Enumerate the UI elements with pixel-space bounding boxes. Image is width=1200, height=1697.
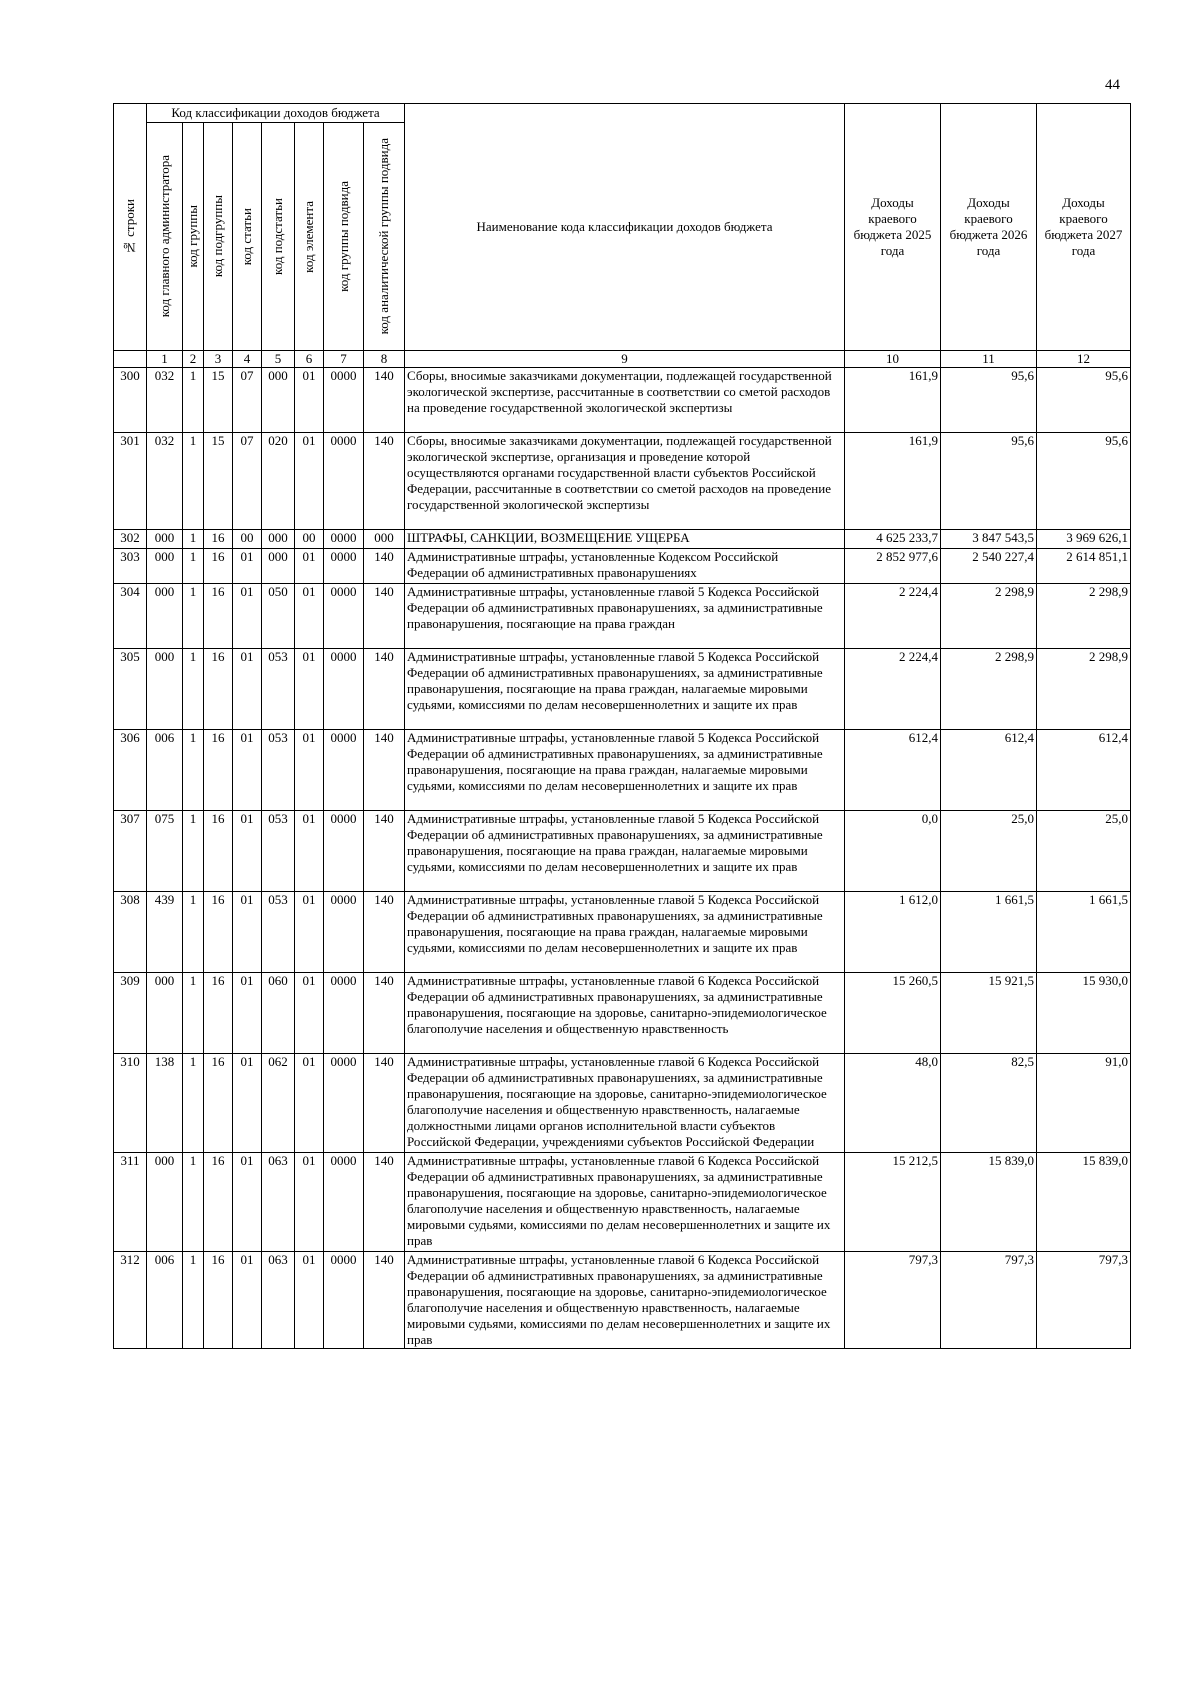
subgroup-code-cell: 15 bbox=[204, 433, 233, 530]
income-2025-cell: 15 212,5 bbox=[845, 1153, 941, 1252]
group-code-cell: 1 bbox=[183, 530, 204, 549]
admin-code-cell: 000 bbox=[147, 549, 183, 584]
analytic-code-cell: 140 bbox=[364, 892, 405, 973]
group-code-cell: 1 bbox=[183, 584, 204, 649]
group-code-cell: 1 bbox=[183, 811, 204, 892]
element-code-cell: 01 bbox=[295, 649, 324, 730]
income-2025-cell: 0,0 bbox=[845, 811, 941, 892]
subgroup-code-cell: 16 bbox=[204, 1252, 233, 1349]
table-row bbox=[114, 892, 1131, 973]
column-number: 12 bbox=[1037, 351, 1131, 368]
header-income-2025: Доходы краевого бюджета 2025 года bbox=[845, 104, 941, 351]
group-code-cell: 1 bbox=[183, 973, 204, 1054]
table-row bbox=[114, 730, 1131, 811]
income-2026-cell: 2 298,9 bbox=[941, 649, 1037, 730]
description-cell: Административные штрафы, установленные главой 5 Кодекса Российской Федерации об административных правонарушениях, за административные правонарушения, посягающие на права граждан, налагаемые мировыми судьями, комиссиями по делам несовершеннолетних и защите их прав bbox=[405, 811, 845, 892]
subarticle-code-cell: 000 bbox=[262, 368, 295, 433]
description-cell: Сборы, вносимые заказчиками документации, подлежащей государственной экологической экспертизе, рассчитанные в соответствии со сметой расходов на проведение государственной экологической экспертизы bbox=[405, 368, 845, 433]
income-2026-cell: 3 847 543,5 bbox=[941, 530, 1037, 549]
subgroup-code-cell: 16 bbox=[204, 730, 233, 811]
subgroup-code-cell: 16 bbox=[204, 1153, 233, 1252]
row-number-cell: 312 bbox=[114, 1252, 147, 1349]
column-number: 9 bbox=[405, 351, 845, 368]
article-code-cell: 01 bbox=[233, 811, 262, 892]
row-number-cell: 306 bbox=[114, 730, 147, 811]
subarticle-code-cell: 063 bbox=[262, 1153, 295, 1252]
page-number: 44 bbox=[1105, 77, 1120, 93]
row-number-cell: 307 bbox=[114, 811, 147, 892]
income-2026-cell: 612,4 bbox=[941, 730, 1037, 811]
income-2027-cell: 95,6 bbox=[1037, 368, 1131, 433]
income-2026-cell: 1 661,5 bbox=[941, 892, 1037, 973]
admin-code-cell: 000 bbox=[147, 973, 183, 1054]
income-2025-cell: 161,9 bbox=[845, 433, 941, 530]
admin-code-cell: 075 bbox=[147, 811, 183, 892]
table-row bbox=[114, 433, 1131, 530]
subtype-group-code-cell: 0000 bbox=[324, 1252, 364, 1349]
element-code-cell: 01 bbox=[295, 1252, 324, 1349]
admin-code-cell: 000 bbox=[147, 649, 183, 730]
subtype-group-code-cell: 0000 bbox=[324, 730, 364, 811]
element-code-cell: 01 bbox=[295, 811, 324, 892]
header-admin-code: код главного администратора bbox=[147, 123, 183, 351]
admin-code-cell: 006 bbox=[147, 1252, 183, 1349]
row-number-cell: 304 bbox=[114, 584, 147, 649]
income-2026-cell: 95,6 bbox=[941, 368, 1037, 433]
income-2026-cell: 95,6 bbox=[941, 433, 1037, 530]
table-row bbox=[114, 1054, 1131, 1153]
subtype-group-code-cell: 0000 bbox=[324, 368, 364, 433]
group-code-cell: 1 bbox=[183, 1153, 204, 1252]
subtype-group-code-cell: 0000 bbox=[324, 1153, 364, 1252]
analytic-code-cell: 140 bbox=[364, 649, 405, 730]
column-number: 11 bbox=[941, 351, 1037, 368]
analytic-code-cell: 140 bbox=[364, 1252, 405, 1349]
income-2027-cell: 2 298,9 bbox=[1037, 649, 1131, 730]
subarticle-code-cell: 000 bbox=[262, 549, 295, 584]
table-row bbox=[114, 530, 1131, 549]
table-row bbox=[114, 973, 1131, 1054]
group-code-cell: 1 bbox=[183, 1252, 204, 1349]
header-group-code: код группы bbox=[183, 123, 204, 351]
column-number: 6 bbox=[295, 351, 324, 368]
element-code-cell: 01 bbox=[295, 549, 324, 584]
subarticle-code-cell: 020 bbox=[262, 433, 295, 530]
header-element-code: код элемента bbox=[295, 123, 324, 351]
subtype-group-code-cell: 0000 bbox=[324, 973, 364, 1054]
column-number: 3 bbox=[204, 351, 233, 368]
admin-code-cell: 439 bbox=[147, 892, 183, 973]
income-2027-cell: 91,0 bbox=[1037, 1054, 1131, 1153]
budget-income-table bbox=[113, 103, 1131, 1349]
subarticle-code-cell: 053 bbox=[262, 811, 295, 892]
admin-code-cell: 000 bbox=[147, 584, 183, 649]
subgroup-code-cell: 16 bbox=[204, 584, 233, 649]
description-cell: ШТРАФЫ, САНКЦИИ, ВОЗМЕЩЕНИЕ УЩЕРБА bbox=[405, 530, 845, 549]
income-2027-cell: 1 661,5 bbox=[1037, 892, 1131, 973]
subtype-group-code-cell: 0000 bbox=[324, 549, 364, 584]
article-code-cell: 01 bbox=[233, 649, 262, 730]
subarticle-code-cell: 053 bbox=[262, 649, 295, 730]
subgroup-code-cell: 16 bbox=[204, 549, 233, 584]
table-row bbox=[114, 1252, 1131, 1349]
subtype-group-code-cell: 0000 bbox=[324, 811, 364, 892]
header-row-group bbox=[114, 104, 1131, 123]
article-code-cell: 01 bbox=[233, 1054, 262, 1153]
income-2025-cell: 797,3 bbox=[845, 1252, 941, 1349]
income-2025-cell: 2 224,4 bbox=[845, 584, 941, 649]
income-2025-cell: 612,4 bbox=[845, 730, 941, 811]
analytic-code-cell: 140 bbox=[364, 368, 405, 433]
row-number-cell: 311 bbox=[114, 1153, 147, 1252]
subgroup-code-cell: 16 bbox=[204, 649, 233, 730]
income-2027-cell: 15 839,0 bbox=[1037, 1153, 1131, 1252]
admin-code-cell: 000 bbox=[147, 1153, 183, 1252]
column-number: 2 bbox=[183, 351, 204, 368]
subarticle-code-cell: 053 bbox=[262, 892, 295, 973]
description-cell: Административные штрафы, установленные главой 6 Кодекса Российской Федерации об административных правонарушениях, за административные правонарушения, посягающие на здоровье, санитарно-эпидемиологическое благополучие населения и общественную нравственность bbox=[405, 973, 845, 1054]
column-number: 7 bbox=[324, 351, 364, 368]
header-name: Наименование кода классификации доходов бюджета bbox=[405, 104, 845, 351]
income-2025-cell: 161,9 bbox=[845, 368, 941, 433]
column-number: 8 bbox=[364, 351, 405, 368]
column-number: 10 bbox=[845, 351, 941, 368]
group-code-cell: 1 bbox=[183, 433, 204, 530]
row-number-cell: 301 bbox=[114, 433, 147, 530]
income-2025-cell: 1 612,0 bbox=[845, 892, 941, 973]
header-code-group: Код классификации доходов бюджета bbox=[147, 104, 405, 123]
row-number-cell: 310 bbox=[114, 1054, 147, 1153]
element-code-cell: 01 bbox=[295, 892, 324, 973]
description-cell: Административные штрафы, установленные главой 6 Кодекса Российской Федерации об административных правонарушениях, за административные правонарушения, посягающие на здоровье, санитарно-эпидемиологическое благополучие населения и общественную нравственность, налагаемые мировыми судьями, комиссиями по делам несовершеннолетних и защите их прав bbox=[405, 1252, 845, 1349]
table-row bbox=[114, 1153, 1131, 1252]
article-code-cell: 01 bbox=[233, 730, 262, 811]
header-analytic-group-code: код аналитической группы подвида bbox=[364, 123, 405, 351]
income-2027-cell: 612,4 bbox=[1037, 730, 1131, 811]
income-2027-cell: 95,6 bbox=[1037, 433, 1131, 530]
table-body bbox=[114, 368, 1131, 1349]
description-cell: Административные штрафы, установленные главой 5 Кодекса Российской Федерации об административных правонарушениях, за административные правонарушения, посягающие на права граждан, налагаемые мировыми судьями, комиссиями по делам несовершеннолетних и защите их прав bbox=[405, 730, 845, 811]
income-2026-cell: 797,3 bbox=[941, 1252, 1037, 1349]
admin-code-cell: 032 bbox=[147, 368, 183, 433]
header-subarticle-code: код подстатьи bbox=[262, 123, 295, 351]
element-code-cell: 01 bbox=[295, 730, 324, 811]
group-code-cell: 1 bbox=[183, 368, 204, 433]
analytic-code-cell: 140 bbox=[364, 549, 405, 584]
element-code-cell: 01 bbox=[295, 973, 324, 1054]
subtype-group-code-cell: 0000 bbox=[324, 1054, 364, 1153]
subtype-group-code-cell: 0000 bbox=[324, 584, 364, 649]
subtype-group-code-cell: 0000 bbox=[324, 649, 364, 730]
income-2027-cell: 797,3 bbox=[1037, 1252, 1131, 1349]
subtype-group-code-cell: 0000 bbox=[324, 433, 364, 530]
group-code-cell: 1 bbox=[183, 730, 204, 811]
table-row bbox=[114, 811, 1131, 892]
article-code-cell: 01 bbox=[233, 1252, 262, 1349]
subarticle-code-cell: 060 bbox=[262, 973, 295, 1054]
analytic-code-cell: 000 bbox=[364, 530, 405, 549]
description-cell: Сборы, вносимые заказчиками документации, подлежащей государственной экологической экспертизе, организация и проведение которой осуществляются органами государственной власти субъектов Российской Федерации, рассчитанные в соответствии со сметой расходов на проведение государственной экологической экспертизы bbox=[405, 433, 845, 530]
subarticle-code-cell: 063 bbox=[262, 1252, 295, 1349]
column-number-row bbox=[114, 351, 1131, 368]
income-2025-cell: 2 224,4 bbox=[845, 649, 941, 730]
element-code-cell: 01 bbox=[295, 1054, 324, 1153]
row-number-cell: 303 bbox=[114, 549, 147, 584]
row-number-cell: 309 bbox=[114, 973, 147, 1054]
element-code-cell: 01 bbox=[295, 1153, 324, 1252]
article-code-cell: 01 bbox=[233, 584, 262, 649]
analytic-code-cell: 140 bbox=[364, 1054, 405, 1153]
header-row-no: № строки bbox=[114, 104, 147, 351]
subgroup-code-cell: 16 bbox=[204, 892, 233, 973]
description-cell: Административные штрафы, установленные главой 6 Кодекса Российской Федерации об административных правонарушениях, за административные правонарушения, посягающие на здоровье, санитарно-эпидемиологическое благополучие населения и общественную нравственность, налагаемые должностными лицами органов исполнительной власти субъектов Российской Федерации, учреждениями субъектов Российской Федерации bbox=[405, 1054, 845, 1153]
income-2026-cell: 82,5 bbox=[941, 1054, 1037, 1153]
income-2025-cell: 4 625 233,7 bbox=[845, 530, 941, 549]
header-income-2026: Доходы краевого бюджета 2026 года bbox=[941, 104, 1037, 351]
subgroup-code-cell: 16 bbox=[204, 530, 233, 549]
subarticle-code-cell: 050 bbox=[262, 584, 295, 649]
income-2027-cell: 2 298,9 bbox=[1037, 584, 1131, 649]
header-subgroup-code: код подгруппы bbox=[204, 123, 233, 351]
element-code-cell: 01 bbox=[295, 433, 324, 530]
income-2025-cell: 15 260,5 bbox=[845, 973, 941, 1054]
article-code-cell: 01 bbox=[233, 549, 262, 584]
subgroup-code-cell: 16 bbox=[204, 1054, 233, 1153]
income-2027-cell: 15 930,0 bbox=[1037, 973, 1131, 1054]
analytic-code-cell: 140 bbox=[364, 730, 405, 811]
header-subtype-group-code: код группы подвида bbox=[324, 123, 364, 351]
income-2027-cell: 25,0 bbox=[1037, 811, 1131, 892]
admin-code-cell: 138 bbox=[147, 1054, 183, 1153]
row-number-cell: 300 bbox=[114, 368, 147, 433]
admin-code-cell: 032 bbox=[147, 433, 183, 530]
element-code-cell: 01 bbox=[295, 584, 324, 649]
income-2027-cell: 2 614 851,1 bbox=[1037, 549, 1131, 584]
group-code-cell: 1 bbox=[183, 1054, 204, 1153]
analytic-code-cell: 140 bbox=[364, 1153, 405, 1252]
table-row bbox=[114, 649, 1131, 730]
subarticle-code-cell: 000 bbox=[262, 530, 295, 549]
row-number-cell: 302 bbox=[114, 530, 147, 549]
analytic-code-cell: 140 bbox=[364, 433, 405, 530]
column-number: 5 bbox=[262, 351, 295, 368]
element-code-cell: 00 bbox=[295, 530, 324, 549]
admin-code-cell: 000 bbox=[147, 530, 183, 549]
header-income-2027: Доходы краевого бюджета 2027 года bbox=[1037, 104, 1131, 351]
description-cell: Административные штрафы, установленные главой 5 Кодекса Российской Федерации об административных правонарушениях, за административные правонарушения, посягающие на права граждан, налагаемые мировыми судьями, комиссиями по делам несовершеннолетних и защите их прав bbox=[405, 892, 845, 973]
column-number: 4 bbox=[233, 351, 262, 368]
header-article-code: код статьи bbox=[233, 123, 262, 351]
analytic-code-cell: 140 bbox=[364, 973, 405, 1054]
description-cell: Административные штрафы, установленные главой 5 Кодекса Российской Федерации об административных правонарушениях, за административные правонарушения, посягающие на права граждан, налагаемые мировыми судьями, комиссиями по делам несовершеннолетних и защите их прав bbox=[405, 649, 845, 730]
subarticle-code-cell: 062 bbox=[262, 1054, 295, 1153]
income-2026-cell: 2 540 227,4 bbox=[941, 549, 1037, 584]
row-number-cell: 308 bbox=[114, 892, 147, 973]
article-code-cell: 07 bbox=[233, 368, 262, 433]
article-code-cell: 07 bbox=[233, 433, 262, 530]
article-code-cell: 01 bbox=[233, 892, 262, 973]
income-2026-cell: 25,0 bbox=[941, 811, 1037, 892]
subgroup-code-cell: 16 bbox=[204, 811, 233, 892]
income-2025-cell: 2 852 977,6 bbox=[845, 549, 941, 584]
element-code-cell: 01 bbox=[295, 368, 324, 433]
subtype-group-code-cell: 0000 bbox=[324, 892, 364, 973]
income-2026-cell: 2 298,9 bbox=[941, 584, 1037, 649]
income-2027-cell: 3 969 626,1 bbox=[1037, 530, 1131, 549]
description-cell: Административные штрафы, установленные главой 5 Кодекса Российской Федерации об административных правонарушениях, за административные правонарушения, посягающие на права граждан bbox=[405, 584, 845, 649]
article-code-cell: 01 bbox=[233, 1153, 262, 1252]
row-number-cell: 305 bbox=[114, 649, 147, 730]
admin-code-cell: 006 bbox=[147, 730, 183, 811]
subtype-group-code-cell: 0000 bbox=[324, 530, 364, 549]
subgroup-code-cell: 16 bbox=[204, 973, 233, 1054]
table-row bbox=[114, 368, 1131, 433]
article-code-cell: 01 bbox=[233, 973, 262, 1054]
income-2026-cell: 15 921,5 bbox=[941, 973, 1037, 1054]
subarticle-code-cell: 053 bbox=[262, 730, 295, 811]
income-2026-cell: 15 839,0 bbox=[941, 1153, 1037, 1252]
group-code-cell: 1 bbox=[183, 892, 204, 973]
table-row bbox=[114, 584, 1131, 649]
table-row bbox=[114, 549, 1131, 584]
article-code-cell: 00 bbox=[233, 530, 262, 549]
column-number: 1 bbox=[147, 351, 183, 368]
analytic-code-cell: 140 bbox=[364, 584, 405, 649]
description-cell: Административные штрафы, установленные главой 6 Кодекса Российской Федерации об административных правонарушениях, за административные правонарушения, посягающие на здоровье, санитарно-эпидемиологическое благополучие населения и общественную нравственность, налагаемые мировыми судьями, комиссиями по делам несовершеннолетних и защите их прав bbox=[405, 1153, 845, 1252]
analytic-code-cell: 140 bbox=[364, 811, 405, 892]
group-code-cell: 1 bbox=[183, 649, 204, 730]
income-2025-cell: 48,0 bbox=[845, 1054, 941, 1153]
group-code-cell: 1 bbox=[183, 549, 204, 584]
subgroup-code-cell: 15 bbox=[204, 368, 233, 433]
description-cell: Административные штрафы, установленные Кодексом Российской Федерации об административных правонарушениях bbox=[405, 549, 845, 584]
